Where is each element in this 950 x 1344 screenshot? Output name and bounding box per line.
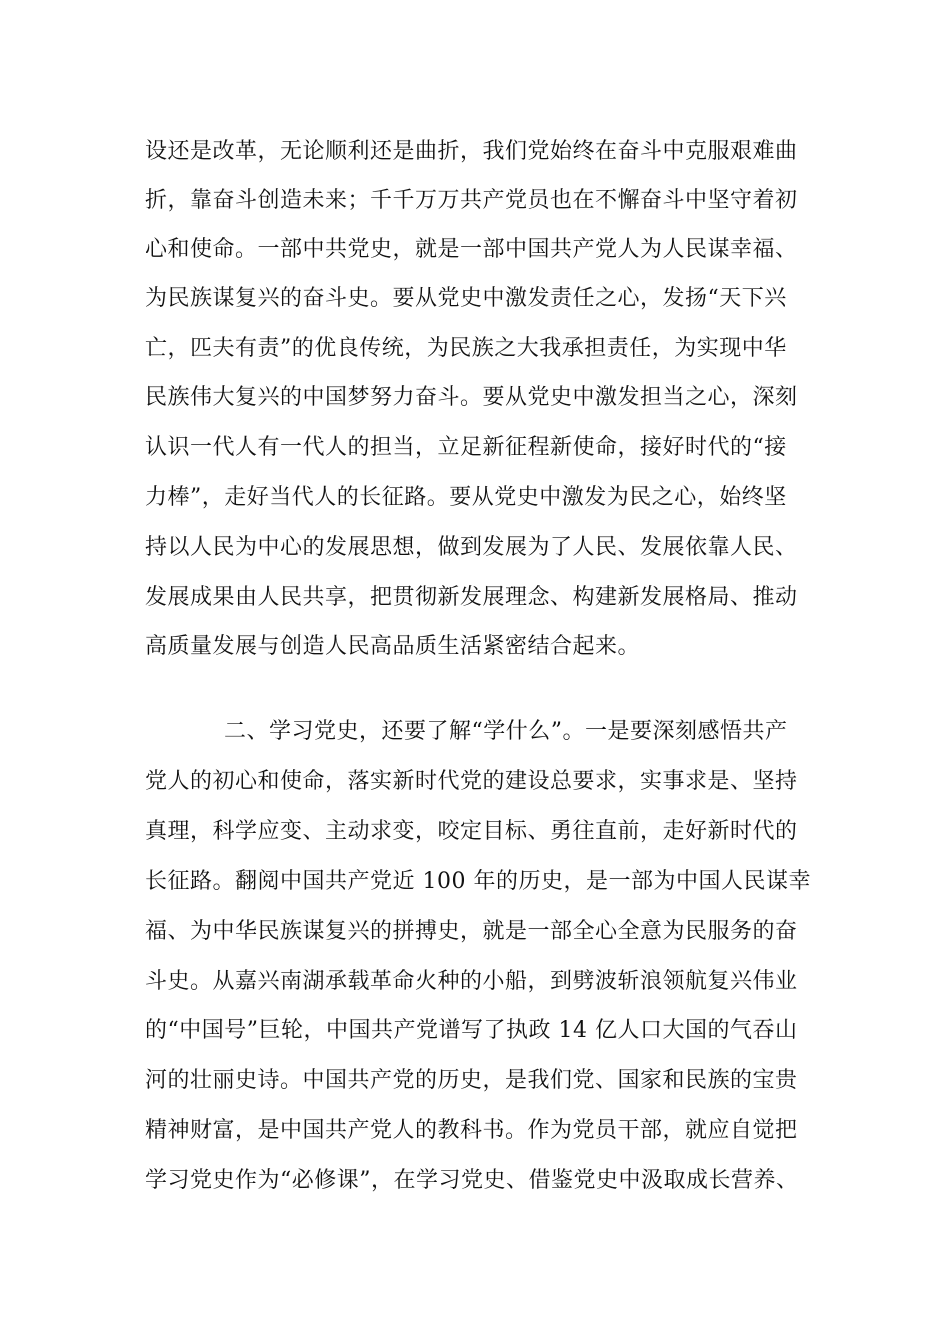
paragraph-1-line-8: 力棒”，走好当代人的长征路。要从党史中激发为民之心，始终坚 <box>145 485 787 510</box>
paragraph-1-line-11: 高质量发展与创造人民高品质生活紧密结合起来。 <box>145 634 641 659</box>
paragraph-1-line-3: 心和使命。一部中共党史，就是一部中国共产党人为人民谋幸福、 <box>145 237 798 262</box>
paragraph-1-line-5: 亡，匹夫有责”的优良传统，为民族之大我承担责任，为实现中华 <box>145 336 787 361</box>
paragraph-2-line-5: 福、为中华民族谋复兴的拼搏史，就是一部全心全意为民服务的奋 <box>145 919 798 944</box>
paragraph-1-line-2: 折，靠奋斗创造未来；千千万万共产党员也在不懈奋斗中坚守着初 <box>145 188 798 213</box>
paragraph-1-line-10: 发展成果由人民共享，把贯彻新发展理念、构建新发展格局、推动 <box>145 585 798 610</box>
paragraph-1-line-4: 为民族谋复兴的奋斗史。要从党史中激发责任之心，发扬“天下兴 <box>145 286 787 311</box>
paragraph-2-line-8: 河的壮丽史诗。中国共产党的历史，是我们党、国家和民族的宝贵 <box>145 1068 798 1093</box>
paragraph-1-line-1: 设还是改革，无论顺利还是曲折，我们党始终在奋斗中克服艰难曲 <box>145 139 798 164</box>
paragraph-2-line-6: 斗史。从嘉兴南湖承载革命火种的小船，到劈波斩浪领航复兴伟业 <box>145 969 798 994</box>
paragraph-2-line-3: 真理，科学应变、主动求变，咬定目标、勇往直前，走好新时代的 <box>145 819 798 844</box>
paragraph-2-line-4: 长征路。翻阅中国共产党近 100 年的历史，是一部为中国人民谋幸 <box>145 869 811 894</box>
paragraph-2-line-10: 学习党史作为“必修课”，在学习党史、借鉴党史中汲取成长营养、 <box>145 1168 799 1193</box>
paragraph-1-line-6: 民族伟大复兴的中国梦努力奋斗。要从党史中激发担当之心，深刻 <box>145 385 798 410</box>
paragraph-2-line-9: 精神财富，是中国共产党人的教科书。作为党员干部，就应自觉把 <box>145 1118 798 1143</box>
paragraph-2-line-2: 党人的初心和使命，落实新时代党的建设总要求，实事求是、坚持 <box>145 769 798 794</box>
paragraph-2-line-7: 的“中国号”巨轮，中国共产党谱写了执政 14 亿人口大国的气吞山 <box>145 1018 798 1043</box>
paragraph-2-line-1: 二、学习党史，还要了解“学什么”。一是要深刻感悟共产 <box>224 719 788 744</box>
paragraph-1-line-9: 持以人民为中心的发展思想，做到发展为了人民、发展依靠人民、 <box>145 535 798 560</box>
paragraph-1-line-7: 认识一代人有一代人的担当，立足新征程新使命，接好时代的“接 <box>145 435 787 460</box>
